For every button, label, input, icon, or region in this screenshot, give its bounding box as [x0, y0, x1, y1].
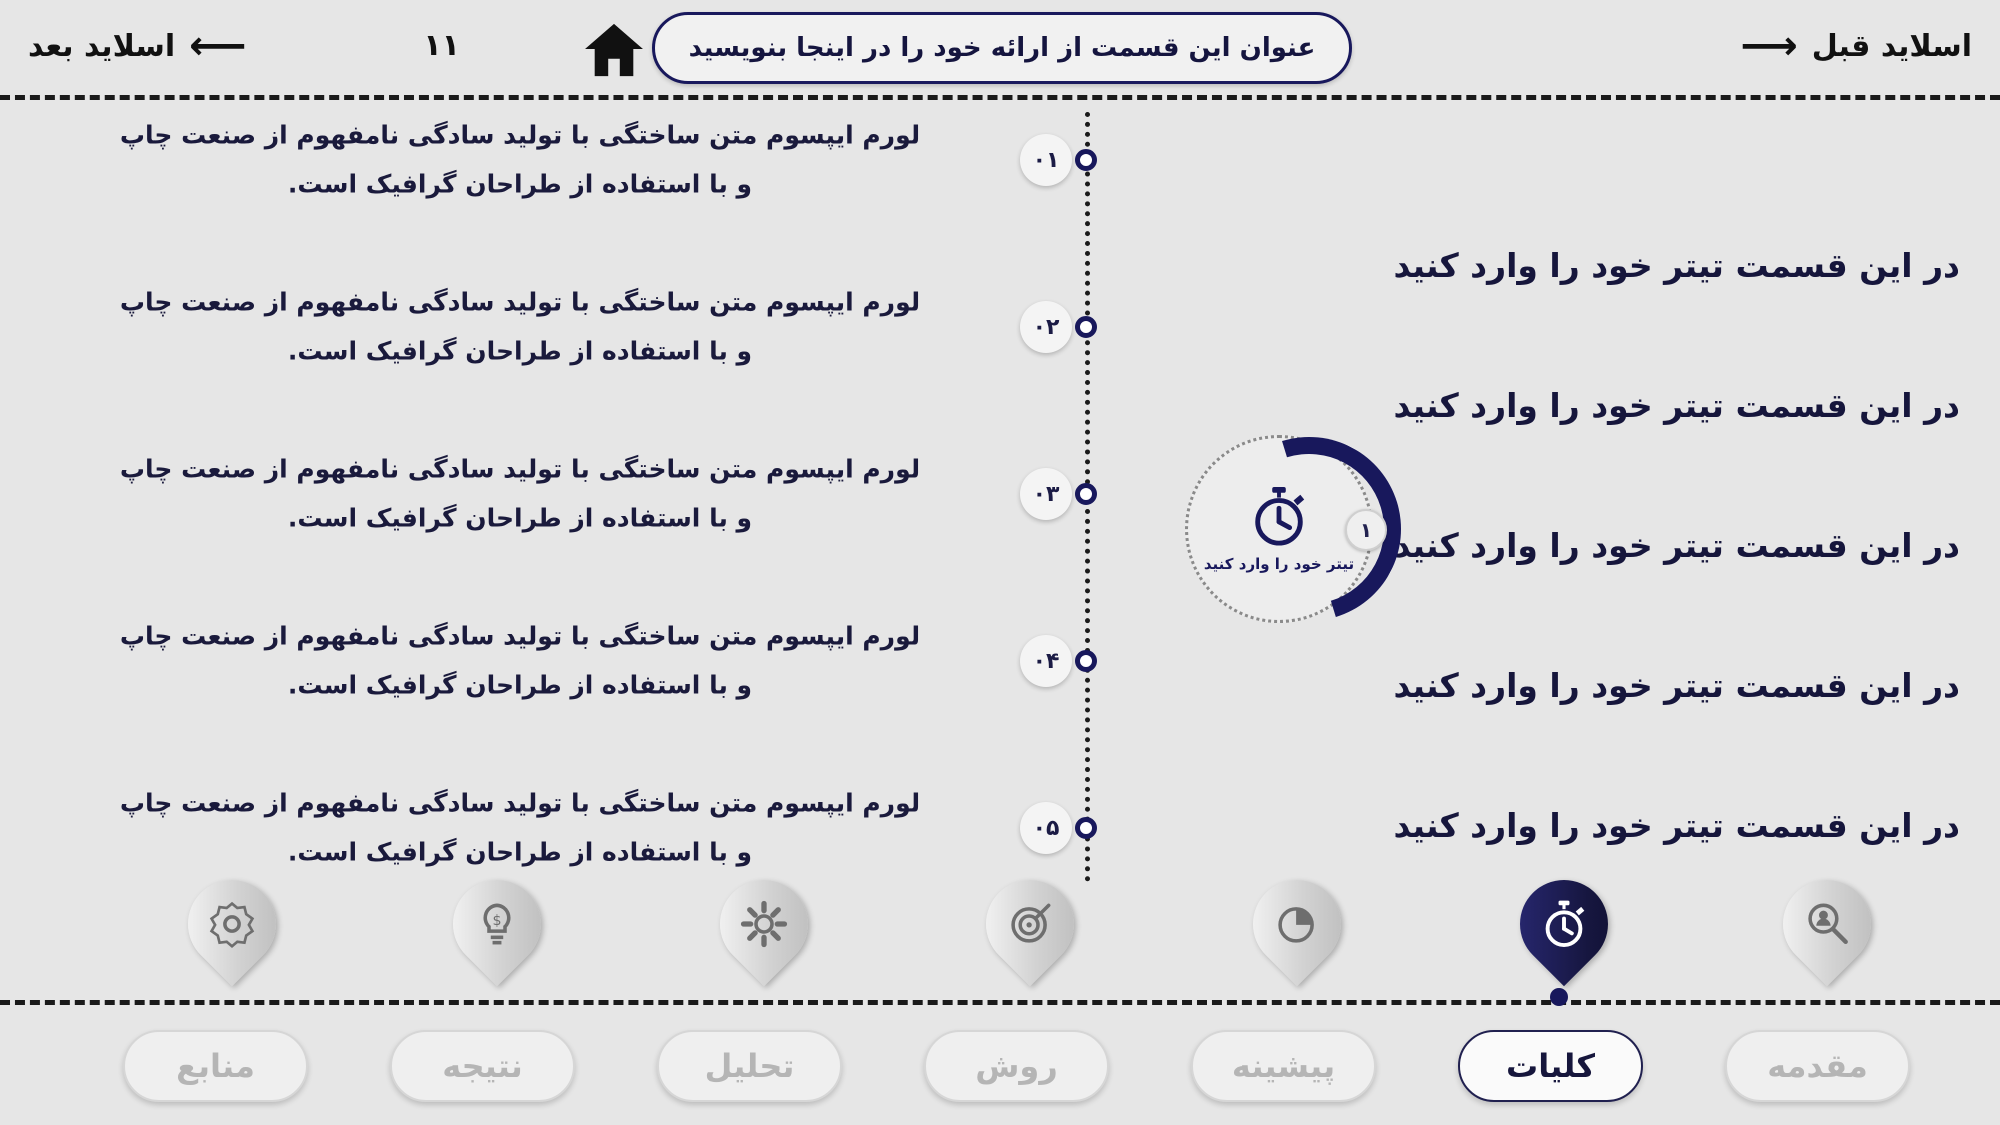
- timeline-dot-icon: [1075, 483, 1097, 505]
- pin-shape: [170, 862, 294, 986]
- pin-shape: [1502, 862, 1626, 986]
- gear-badge-icon: [205, 897, 259, 951]
- dial-progress-arc: [1185, 405, 1434, 654]
- previous-slide-label: اسلاید قبل: [1811, 28, 1972, 64]
- stopwatch-icon: [1537, 897, 1591, 951]
- timeline-text[interactable]: لورم ایپسوم متن ساختگی با تولید سادگی نامفهوم از صنعت چاپ و با استفاده از طراحان گرافیک است.: [119, 454, 921, 532]
- tab-label: پیشینه: [1231, 1047, 1336, 1085]
- tab-background[interactable]: [1191, 1030, 1376, 1102]
- bottom-divider: [0, 1000, 2000, 1005]
- tab-label: روش: [975, 1047, 1058, 1085]
- tab-overview[interactable]: [1458, 1030, 1643, 1102]
- pin-shape: [435, 862, 559, 986]
- pin-resources[interactable]: [1775, 880, 1871, 990]
- tab-intro[interactable]: [1725, 1030, 1910, 1102]
- headline-list: [1393, 195, 1960, 895]
- magnifier-person-icon: [1800, 897, 1854, 951]
- dial-step-badge: ۱: [1345, 509, 1387, 551]
- section-pin-row: [0, 880, 2000, 1000]
- pin-shape: [1765, 862, 1889, 986]
- pin-shape: [1235, 862, 1359, 986]
- pin-stem: [1550, 988, 1568, 1006]
- dial-label: تیتر خود را وارد کنید: [1203, 555, 1355, 573]
- timeline-text[interactable]: لورم ایپسوم متن ساختگی با تولید سادگی نامفهوم از صنعت چاپ و با استفاده از طراحان گرافیک است.: [119, 120, 921, 198]
- pin-shape: [702, 862, 826, 986]
- arrow-right-icon: ⟶: [1740, 23, 1798, 69]
- page-title: عنوان این قسمت از ارائه خود را در اینجا بنویسید: [688, 33, 1316, 63]
- tab-conclusion[interactable]: [390, 1030, 575, 1102]
- timeline-dot-icon: [1075, 817, 1097, 839]
- top-navigation-bar: [0, 0, 2000, 96]
- timeline-number: ۰۴: [1020, 635, 1072, 687]
- home-icon[interactable]: [583, 22, 645, 78]
- gear-icon: [737, 897, 791, 951]
- timeline-dot-icon: [1075, 316, 1097, 338]
- previous-slide-button[interactable]: [1740, 23, 1972, 69]
- timeline-number: ۰۳: [1020, 468, 1072, 520]
- headline-item[interactable]: در این قسمت تیتر خود را وارد کنید: [1393, 245, 1960, 285]
- headline-item[interactable]: در این قسمت تیتر خود را وارد کنید: [1393, 385, 1960, 425]
- pin-method[interactable]: [978, 880, 1074, 990]
- pin-background[interactable]: [1245, 880, 1341, 990]
- pin-shape: [968, 862, 1092, 986]
- slide-title-box[interactable]: [652, 12, 1352, 84]
- timeline-dot-icon: [1075, 149, 1097, 171]
- progress-dial: [1185, 435, 1395, 623]
- next-slide-label: اسلاید بعد: [28, 28, 176, 64]
- tab-label: نتیجه: [442, 1047, 523, 1085]
- tab-analysis[interactable]: [657, 1030, 842, 1102]
- timeline-text[interactable]: لورم ایپسوم متن ساختگی با تولید سادگی نامفهوم از صنعت چاپ و با استفاده از طراحان گرافیک است.: [119, 287, 921, 365]
- headline-item[interactable]: در این قسمت تیتر خود را وارد کنید: [1393, 805, 1960, 845]
- pin-intro[interactable]: [180, 880, 276, 990]
- svg-text:$: $: [492, 912, 502, 929]
- timeline-text[interactable]: لورم ایپسوم متن ساختگی با تولید سادگی نامفهوم از صنعت چاپ و با استفاده از طراحان گرافیک است.: [119, 621, 921, 699]
- timeline-text[interactable]: لورم ایپسوم متن ساختگی با تولید سادگی نامفهوم از صنعت چاپ و با استفاده از طراحان گرافیک است.: [119, 788, 921, 866]
- tab-label: مقدمه: [1767, 1047, 1868, 1085]
- pin-overview[interactable]: [1512, 880, 1608, 990]
- timeline-number: ۰۵: [1020, 802, 1072, 854]
- pie-chart-icon: [1270, 897, 1324, 951]
- timeline-number: ۰۱: [1020, 134, 1072, 186]
- tab-method[interactable]: [924, 1030, 1109, 1102]
- next-slide-button[interactable]: [28, 23, 247, 69]
- timeline-dot-icon: [1075, 650, 1097, 672]
- tab-label: کلیات: [1506, 1047, 1595, 1085]
- pin-conclusion[interactable]: [445, 880, 541, 990]
- arrow-left-icon: ⟵: [189, 23, 247, 69]
- headline-item[interactable]: در این قسمت تیتر خود را وارد کنید: [1393, 665, 1960, 705]
- tab-label: منابع: [176, 1047, 255, 1085]
- timeline-number: ۰۲: [1020, 301, 1072, 353]
- target-icon: [1003, 897, 1057, 951]
- bulb-dollar-icon: [470, 897, 524, 951]
- section-tab-row: [0, 1030, 2000, 1115]
- tab-resources[interactable]: [123, 1030, 308, 1102]
- top-divider: [0, 95, 2000, 100]
- slide-number: ۱۱: [423, 28, 460, 63]
- headline-item[interactable]: در این قسمت تیتر خود را وارد کنید: [1393, 525, 1960, 565]
- pin-analysis[interactable]: [712, 880, 808, 990]
- tab-label: تحلیل: [704, 1047, 795, 1085]
